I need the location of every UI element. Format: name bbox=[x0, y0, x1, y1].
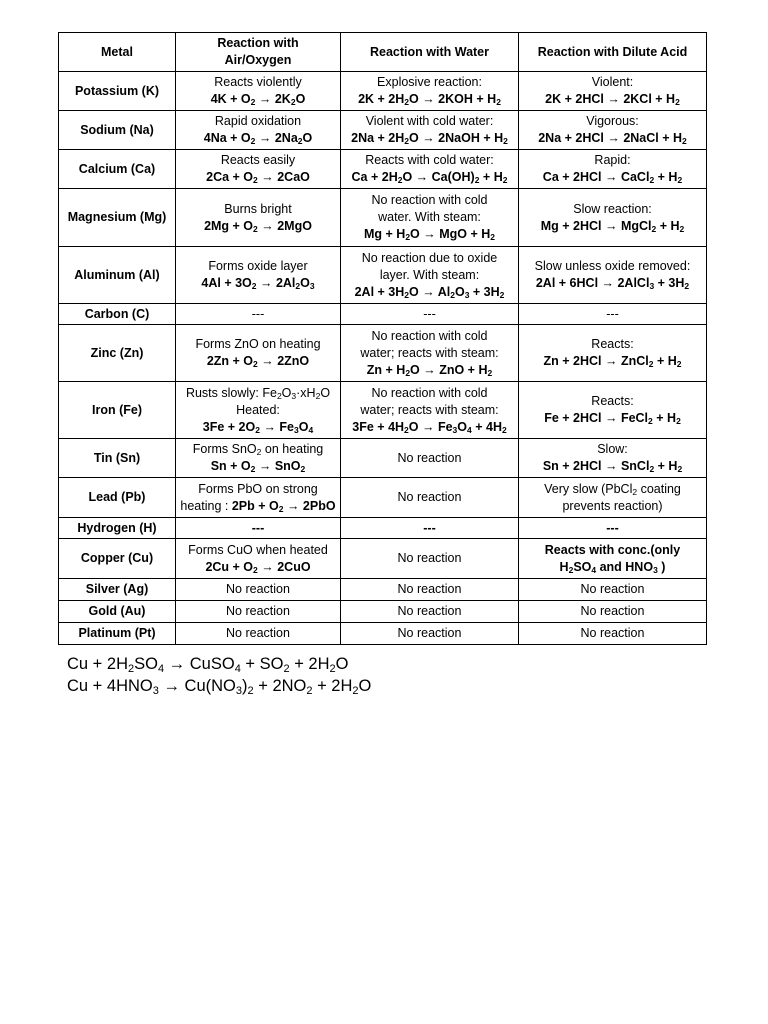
metal-name: Tin (Sn) bbox=[59, 439, 176, 478]
acid-reaction-cell bbox=[519, 579, 707, 601]
acid-reaction-cell bbox=[519, 518, 707, 539]
air-reaction-cell-line: $4Na + O_2 \to 2Na_2O$ bbox=[203, 131, 313, 146]
air-reaction-cell-line: Forms SnO$_2$ on heating bbox=[192, 442, 324, 457]
table-row bbox=[59, 150, 707, 189]
water-reaction-cell-line: No reaction with cold bbox=[371, 328, 488, 343]
copper-acid-equations bbox=[67, 653, 371, 697]
water-reaction-cell-line: No reaction bbox=[397, 450, 462, 465]
air-reaction-cell-segment: $2Pb + O_2 \to 2PbO$ bbox=[231, 498, 336, 514]
air-reaction-cell-line: Burns bright bbox=[224, 201, 292, 216]
water-reaction-cell bbox=[341, 518, 519, 539]
acid-reaction-cell-line: prevents reaction) bbox=[562, 498, 663, 513]
table-row bbox=[59, 439, 707, 478]
table-row bbox=[59, 478, 707, 518]
water-reaction-cell-line: No reaction bbox=[397, 604, 462, 618]
acid-reaction-cell-line: --- bbox=[606, 520, 619, 535]
acid-reaction-cell-line: Slow unless oxide removed: bbox=[534, 259, 691, 273]
water-reaction-cell bbox=[341, 150, 519, 189]
acid-reaction-cell bbox=[519, 304, 707, 325]
equation-line: $Cu + 2H_2SO_4$ → CuSO$_4$ + $SO_2 + 2H_2O$ bbox=[67, 655, 349, 675]
header-metal: Metal bbox=[59, 33, 176, 72]
air-reaction-cell-segment: heating : bbox=[180, 498, 232, 513]
air-reaction-cell-line bbox=[178, 498, 338, 515]
water-reaction-cell-line: No reaction with cold bbox=[371, 385, 488, 400]
air-reaction-cell bbox=[176, 72, 341, 111]
air-reaction-cell bbox=[176, 439, 341, 478]
air-reaction-cell-line: No reaction bbox=[226, 626, 290, 640]
air-reaction-cell bbox=[176, 189, 341, 247]
acid-reaction-cell-line: Fe + 2HCl → FeCl$_2$ + $H_2$ bbox=[544, 411, 681, 426]
water-reaction-cell-line: water. With steam: bbox=[378, 210, 481, 224]
acid-reaction-cell-line: Zn + 2HCl → ZnCl$_2$ + $H_2$ bbox=[543, 354, 682, 369]
air-reaction-cell-line: No reaction bbox=[226, 604, 290, 618]
acid-reaction-cell-line: 2Na + 2HCl → 2NaCl + $H_2$ bbox=[538, 131, 687, 146]
metal-name: Magnesium (Mg) bbox=[59, 189, 176, 247]
air-reaction-cell-line: --- bbox=[251, 306, 265, 321]
acid-reaction-cell-line: Very slow (PbCl$_2$ coating bbox=[544, 481, 681, 497]
acid-reaction-cell-line: Violent: bbox=[591, 75, 634, 89]
header-air-oxygen bbox=[176, 33, 341, 72]
air-reaction-cell-line: $3Fe + 2O_2 \to Fe_3O_4$ bbox=[202, 419, 314, 435]
water-reaction-cell bbox=[341, 439, 519, 478]
water-reaction-cell bbox=[341, 539, 519, 579]
acid-reaction-cell-line: Reacts: bbox=[591, 394, 634, 408]
acid-reaction-cell bbox=[519, 325, 707, 382]
table-row bbox=[59, 325, 707, 382]
acid-reaction-cell bbox=[519, 478, 707, 518]
table-row bbox=[59, 539, 707, 579]
air-reaction-cell bbox=[176, 579, 341, 601]
table-body bbox=[59, 72, 707, 645]
metal-name: Silver (Ag) bbox=[59, 579, 176, 601]
table-row bbox=[59, 304, 707, 325]
air-reaction-cell bbox=[176, 601, 341, 623]
air-reaction-cell-line: $4Al + 3O_2 \to 2Al_2O_3$ bbox=[201, 276, 315, 291]
acid-reaction-cell-line: Mg + 2HCl → MgCl$_2$ + $H_2$ bbox=[540, 218, 685, 234]
air-reaction-cell-segment: Forms PbO on strong bbox=[198, 481, 318, 496]
air-reaction-cell-line: Reacts violently bbox=[214, 75, 302, 89]
metal-name: Platinum (Pt) bbox=[59, 623, 176, 645]
water-reaction-cell-line: $3Fe + 4H_2O \to Fe_3O_4 + 4H_2$ bbox=[352, 419, 507, 435]
acid-reaction-cell-line: 2Al + 6HCl → 2AlCl$_3$ + $3H_2$ bbox=[535, 276, 690, 291]
acid-reaction-cell-line: --- bbox=[606, 306, 619, 321]
air-reaction-cell-line: Forms oxide layer bbox=[208, 259, 308, 273]
metal-name: Aluminum (Al) bbox=[59, 247, 176, 304]
water-reaction-cell-line: --- bbox=[423, 306, 436, 321]
acid-reaction-cell bbox=[519, 623, 707, 645]
air-reaction-cell-line: $2Ca + O_2 \to 2CaO$ bbox=[206, 170, 310, 185]
water-reaction-cell-line: Explosive reaction: bbox=[377, 75, 482, 89]
acid-reaction-cell bbox=[519, 189, 707, 247]
acid-reaction-cell-line: Slow reaction: bbox=[573, 201, 652, 216]
air-reaction-cell bbox=[176, 111, 341, 150]
air-reaction-cell bbox=[176, 304, 341, 325]
water-reaction-cell bbox=[341, 623, 519, 645]
table-row bbox=[59, 111, 707, 150]
air-reaction-cell bbox=[176, 150, 341, 189]
air-reaction-cell-line: $2Mg + O_2 \to 2MgO$ bbox=[204, 218, 312, 234]
acid-reaction-cell bbox=[519, 111, 707, 150]
air-reaction-cell bbox=[176, 478, 341, 518]
metal-name: Iron (Fe) bbox=[59, 382, 176, 439]
acid-reaction-cell-line: $2K + 2HCl \to 2KCl + H_2$ bbox=[545, 92, 680, 107]
acid-reaction-cell-line: No reaction bbox=[580, 626, 645, 640]
acid-reaction-cell-line: No reaction bbox=[580, 582, 645, 596]
acid-reaction-cell-line: Slow: bbox=[597, 442, 628, 456]
water-reaction-cell-line: $Ca + 2H_2O \to Ca(OH)_2 + H_2$ bbox=[351, 170, 508, 185]
water-reaction-cell-line: No reaction due to oxide bbox=[361, 250, 498, 265]
equation-line: $Cu + 4HNO_3 \to Cu(NO_3)_2 + 2NO_2 + 2H_2O$ bbox=[67, 677, 372, 697]
metal-name: Carbon (C) bbox=[59, 304, 176, 325]
water-reaction-cell-line: No reaction bbox=[397, 582, 462, 596]
air-reaction-cell bbox=[176, 539, 341, 579]
water-reaction-cell bbox=[341, 601, 519, 623]
air-reaction-cell-line: $2Cu + O_2 \to 2CuO$ bbox=[205, 559, 311, 575]
air-reaction-cell-line: $4K + O_2 \to 2K_2O$ bbox=[210, 92, 306, 107]
water-reaction-cell bbox=[341, 478, 519, 518]
air-reaction-cell-line: No reaction bbox=[226, 582, 290, 596]
water-reaction-cell bbox=[341, 382, 519, 439]
water-reaction-cell-line: $2Na + 2H_2O$ → 2NaOH + $H_2$ bbox=[351, 131, 508, 146]
air-reaction-cell bbox=[176, 623, 341, 645]
water-reaction-cell bbox=[341, 247, 519, 304]
water-reaction-cell-line: $2Al + 3H_2O \to Al_2O_3 + 3H_2$ bbox=[354, 284, 505, 300]
acid-reaction-cell-line: Vigorous: bbox=[586, 114, 639, 128]
acid-reaction-cell-line: Ca + 2HCl → CaCl$_2$ + $H_2$ bbox=[542, 170, 683, 185]
air-reaction-cell-line: Heated: bbox=[236, 402, 280, 417]
water-reaction-cell-line: No reaction with cold bbox=[371, 193, 488, 207]
acid-reaction-cell-line: Sn + 2HCl → SnCl$_2$ + $H_2$ bbox=[542, 459, 683, 474]
air-reaction-cell-line: Forms CuO when heated bbox=[188, 542, 328, 557]
metal-name: Hydrogen (H) bbox=[59, 518, 176, 539]
metal-name: Calcium (Ca) bbox=[59, 150, 176, 189]
acid-reaction-cell-line: $H_2SO_4$ and $HNO_3$ ) bbox=[559, 559, 666, 575]
metal-name: Sodium (Na) bbox=[59, 111, 176, 150]
acid-reaction-cell bbox=[519, 247, 707, 304]
water-reaction-cell bbox=[341, 579, 519, 601]
air-reaction-cell-line: $Sn + O_2 \to SnO_2$ bbox=[210, 459, 306, 474]
table-row bbox=[59, 382, 707, 439]
header-dilute-acid: Reaction with Dilute Acid bbox=[519, 33, 707, 72]
water-reaction-cell-line: water; reacts with steam: bbox=[360, 345, 499, 360]
metal-name: Zinc (Zn) bbox=[59, 325, 176, 382]
acid-reaction-cell bbox=[519, 601, 707, 623]
metal-name: Potassium (K) bbox=[59, 72, 176, 111]
metal-reactivity-table bbox=[58, 32, 707, 645]
water-reaction-cell-line: No reaction bbox=[397, 490, 462, 504]
water-reaction-cell-line: Violent with cold water: bbox=[365, 114, 494, 128]
table-row bbox=[59, 623, 707, 645]
metal-name: Gold (Au) bbox=[59, 601, 176, 623]
air-reaction-cell-line bbox=[178, 481, 338, 498]
metal-name: Lead (Pb) bbox=[59, 478, 176, 518]
air-reaction-cell-line: Forms ZnO on heating bbox=[195, 337, 321, 351]
water-reaction-cell-line: No reaction bbox=[397, 551, 462, 565]
air-reaction-cell bbox=[176, 325, 341, 382]
table-row bbox=[59, 72, 707, 111]
air-reaction-cell-line: Rusts slowly: $Fe_2O_3\cdot xH_2O$ bbox=[185, 385, 331, 401]
air-reaction-cell-line: Rapid oxidation bbox=[214, 114, 302, 128]
water-reaction-cell-line: No reaction bbox=[397, 626, 462, 640]
table-row bbox=[59, 518, 707, 539]
water-reaction-cell-line: $Mg + H_2O$ → MgO + $H_2$ bbox=[363, 227, 495, 242]
metal-name: Copper (Cu) bbox=[59, 539, 176, 579]
air-reaction-cell bbox=[176, 518, 341, 539]
air-reaction-cell-line: Reacts easily bbox=[220, 153, 296, 167]
water-reaction-cell bbox=[341, 72, 519, 111]
water-reaction-cell-line: $Zn + H_2O$ → ZnO + $H_2$ bbox=[366, 362, 493, 378]
water-reaction-cell-line: water; reacts with steam: bbox=[360, 402, 499, 417]
table-row bbox=[59, 189, 707, 247]
water-reaction-cell-line: Reacts with cold water: bbox=[365, 153, 494, 167]
reactivity-sheet bbox=[58, 32, 706, 645]
acid-reaction-cell bbox=[519, 382, 707, 439]
acid-reaction-cell bbox=[519, 72, 707, 111]
table-row bbox=[59, 579, 707, 601]
acid-reaction-cell bbox=[519, 439, 707, 478]
air-reaction-cell bbox=[176, 382, 341, 439]
water-reaction-cell bbox=[341, 189, 519, 247]
air-reaction-cell bbox=[176, 247, 341, 304]
air-reaction-cell-line: $2Zn + O_2 \to 2ZnO$ bbox=[206, 354, 310, 369]
acid-reaction-cell-line: Reacts: bbox=[591, 337, 634, 351]
water-reaction-cell-line: layer. With steam: bbox=[379, 267, 480, 282]
acid-reaction-cell bbox=[519, 539, 707, 579]
table-row bbox=[59, 247, 707, 304]
acid-reaction-cell-line: Reacts with conc.(only bbox=[544, 542, 681, 557]
acid-reaction-cell bbox=[519, 150, 707, 189]
acid-reaction-cell-line: No reaction bbox=[580, 604, 645, 618]
water-reaction-cell-line: $2K + 2H_2O \to 2KOH + H_2$ bbox=[358, 92, 501, 107]
header-water: Reaction with Water bbox=[341, 33, 519, 72]
air-reaction-cell-line: --- bbox=[251, 520, 265, 535]
acid-reaction-cell-line: Rapid: bbox=[594, 153, 631, 167]
header-air-oxygen-text: Reaction with Air/Oxygen bbox=[217, 36, 299, 67]
water-reaction-cell bbox=[341, 304, 519, 325]
water-reaction-cell bbox=[341, 111, 519, 150]
water-reaction-cell bbox=[341, 325, 519, 382]
header-row bbox=[59, 33, 707, 72]
table-row bbox=[59, 601, 707, 623]
water-reaction-cell-line: --- bbox=[423, 520, 436, 535]
